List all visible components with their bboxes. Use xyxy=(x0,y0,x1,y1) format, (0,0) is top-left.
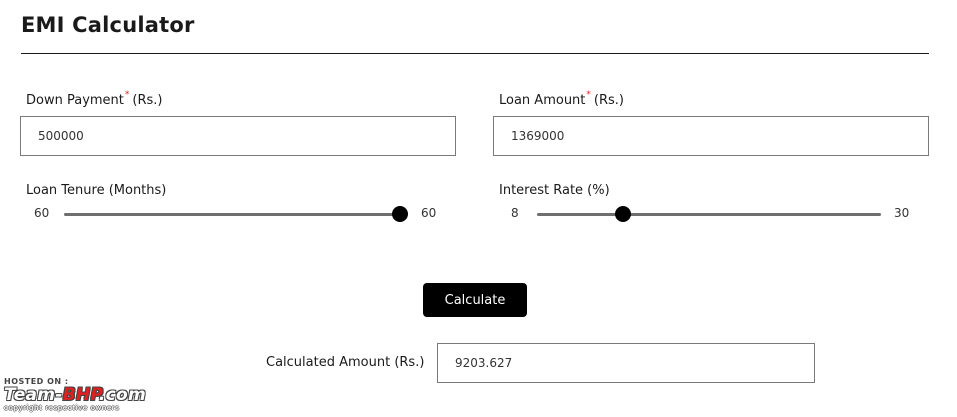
loan-amount-label xyxy=(499,90,624,108)
down-payment-label xyxy=(26,90,163,108)
watermark-hosted-on: HOSTED ON : xyxy=(4,377,69,386)
watermark-brand-suffix: .com xyxy=(98,385,146,405)
interest-rate-max: 30 xyxy=(894,206,910,220)
watermark-copyright: copyright respective owners xyxy=(4,404,120,412)
watermark-brand-prefix: Team- xyxy=(4,385,63,405)
interest-rate-slider-thumb[interactable] xyxy=(615,206,631,222)
interest-rate-min: 8 xyxy=(511,206,519,220)
watermark-brand-highlight: BHP xyxy=(62,385,99,405)
loan-amount-label-text: Loan Amount xyxy=(499,93,586,108)
required-asterisk: * xyxy=(586,90,591,100)
watermark-brand xyxy=(4,386,146,404)
required-asterisk: * xyxy=(124,90,130,100)
down-payment-input[interactable]: 500000 xyxy=(20,116,456,156)
calculate-button[interactable]: Calculate xyxy=(423,283,527,317)
team-bhp-watermark xyxy=(4,377,146,412)
down-payment-unit: (Rs.) xyxy=(132,93,163,108)
interest-rate-slider-track[interactable] xyxy=(537,213,881,216)
loan-amount-unit: (Rs.) xyxy=(593,93,624,108)
loan-tenure-slider-thumb[interactable] xyxy=(392,206,408,222)
down-payment-label-text: Down Payment xyxy=(26,93,124,108)
loan-tenure-label: Loan Tenure (Months) xyxy=(26,183,167,198)
loan-tenure-current: 60 xyxy=(421,206,437,220)
title-divider xyxy=(21,53,929,54)
loan-tenure-min: 60 xyxy=(34,206,50,220)
interest-rate-label: Interest Rate (%) xyxy=(499,183,610,198)
loan-amount-input[interactable]: 1369000 xyxy=(493,116,929,156)
calculated-amount-output: 9203.627 xyxy=(437,343,815,383)
page-title: EMI Calculator xyxy=(21,13,195,37)
loan-tenure-slider-track[interactable] xyxy=(64,213,400,216)
calculated-amount-label: Calculated Amount (Rs.) xyxy=(266,355,425,370)
